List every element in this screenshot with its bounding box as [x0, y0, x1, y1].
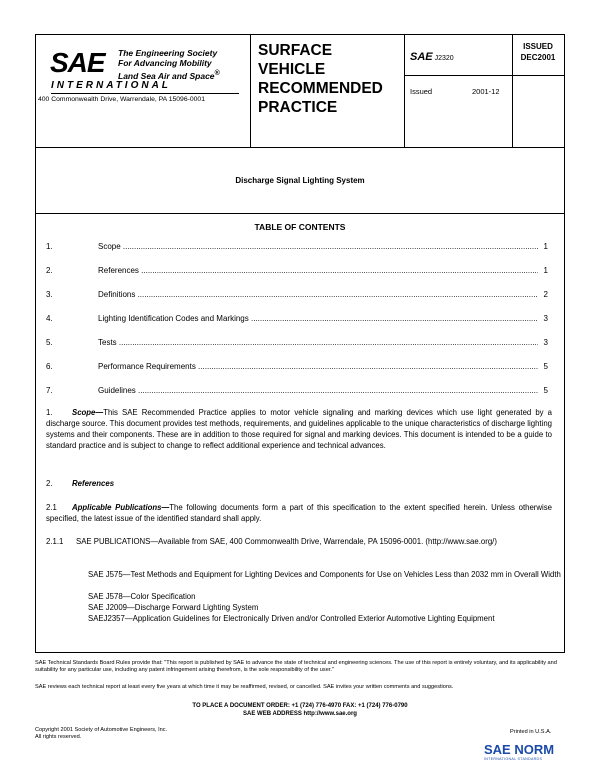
toc-item[interactable]: 7. Guidelines ..... 5	[46, 386, 548, 398]
doc-type-cell	[250, 35, 405, 147]
section-references-heading: References	[72, 479, 115, 488]
issued-date: DEC2001	[520, 53, 556, 62]
copyright: Copyright 2001 Society of Automotive Engineers, Inc.	[35, 727, 168, 733]
applicable-publications: Applicable Publications—The following documents form a part of this specification to the extent specified herein. Unless otherwise specified, the latest issue of the identified standard shall apply.	[46, 503, 552, 523]
document-frame	[35, 34, 565, 653]
reference-item: SAEJ2357—Application Guidelines for Electronically Driven and/or Controlled Exterior Automotive Lighting Equipment	[88, 614, 495, 623]
doc-type: SURFACE VEHICLE RECOMMENDED PRACTICE	[258, 42, 383, 116]
header-logo-cell	[36, 35, 251, 147]
toc-item[interactable]: 6. Performance Requirements ..... 5	[46, 362, 548, 374]
subsection-number: 2.1	[46, 503, 57, 512]
reference-item: SAE J578—Color Specification	[88, 592, 196, 601]
sae-norm-watermark: SAE NORM INTERNATIONAL STANDARDS	[484, 742, 555, 761]
footer-policy: SAE Technical Standards Board Rules provide that: "This report is published by SAE to advance the state of technical and engineering sciences. The use of this report is entirely voluntary, and its applicability and suitability for any particular use, including any patent infringement arising therefrom, is the sole responsibility of the user."	[35, 660, 557, 673]
toc-item[interactable]: 2. References ..... 1	[46, 266, 548, 278]
toc-item[interactable]: 5. Tests ..... 3	[46, 338, 548, 350]
toc-heading: TABLE OF CONTENTS	[254, 222, 346, 232]
title-box	[36, 147, 564, 214]
footer-review: SAE reviews each technical report at least every five years at which time it may be reaffirmed, revised, or cancelled. SAE invites your written comments and suggestions.	[35, 684, 454, 690]
standard-number: SAE J2320	[410, 51, 454, 63]
section-scope: Scope—This SAE Recommended Practice applies to motor vehicle signaling and marking devices which use light generated by a discharge source. This document provides test methods, requirements, and guidelines applicable to the unique characteristics of discharge lighting systems and their components. These are in addition to those required for signal and marking devices. This document is intended to be a guide to standard practice and is subject to change to reflect additional experience and technical advances.	[46, 408, 552, 450]
standard-number-cell	[404, 35, 513, 147]
reference-item: SAE J2009—Discharge Forward Lighting System	[88, 603, 259, 612]
header	[36, 35, 564, 148]
document-title: Discharge Signal Lighting System	[235, 176, 365, 185]
divider	[51, 93, 239, 94]
issued-cell	[512, 35, 564, 147]
tagline: The Engineering Society For Advancing Mobility Land Sea Air and Space®	[118, 48, 220, 81]
sae-publications: SAE PUBLICATIONS—Available from SAE, 400 Commonwealth Drive, Warrendale, PA 15096-0001. (http://www.sae.org/)	[76, 537, 497, 546]
rights: All rights reserved.	[35, 734, 82, 740]
issued-value: 2001-12	[472, 87, 500, 96]
subsection-number: 2.1.1	[46, 537, 64, 546]
section-number: 1.	[46, 408, 53, 417]
web-address: SAE WEB ADDRESS http://www.sae.org	[243, 711, 357, 717]
printed-in: Printed in U.S.A.	[510, 729, 552, 735]
sae-logo: SAE	[50, 47, 105, 78]
issued-label: Issued	[410, 87, 433, 96]
toc-item[interactable]: 4. Lighting Identification Codes and Markings ..... 3	[46, 314, 548, 326]
order-info: TO PLACE A DOCUMENT ORDER: +1 (724) 776-4970 FAX: +1 (724) 776-0790	[192, 703, 408, 709]
toc-item[interactable]: 1. Scope ..... 1	[46, 242, 548, 254]
issued-heading: ISSUED	[523, 42, 553, 51]
section-number: 2.	[46, 479, 53, 488]
toc-item[interactable]: 3. Definitions ..... 2	[46, 290, 548, 302]
reference-item: SAE J575—Test Methods and Equipment for Lighting Devices and Components for Use on Vehicles Less than 2032 mm in Overall Width	[88, 570, 561, 579]
international-label: INTERNATIONAL	[51, 80, 171, 91]
address: 400 Commonwealth Drive, Warrendale, PA 15096-0001	[38, 96, 205, 103]
